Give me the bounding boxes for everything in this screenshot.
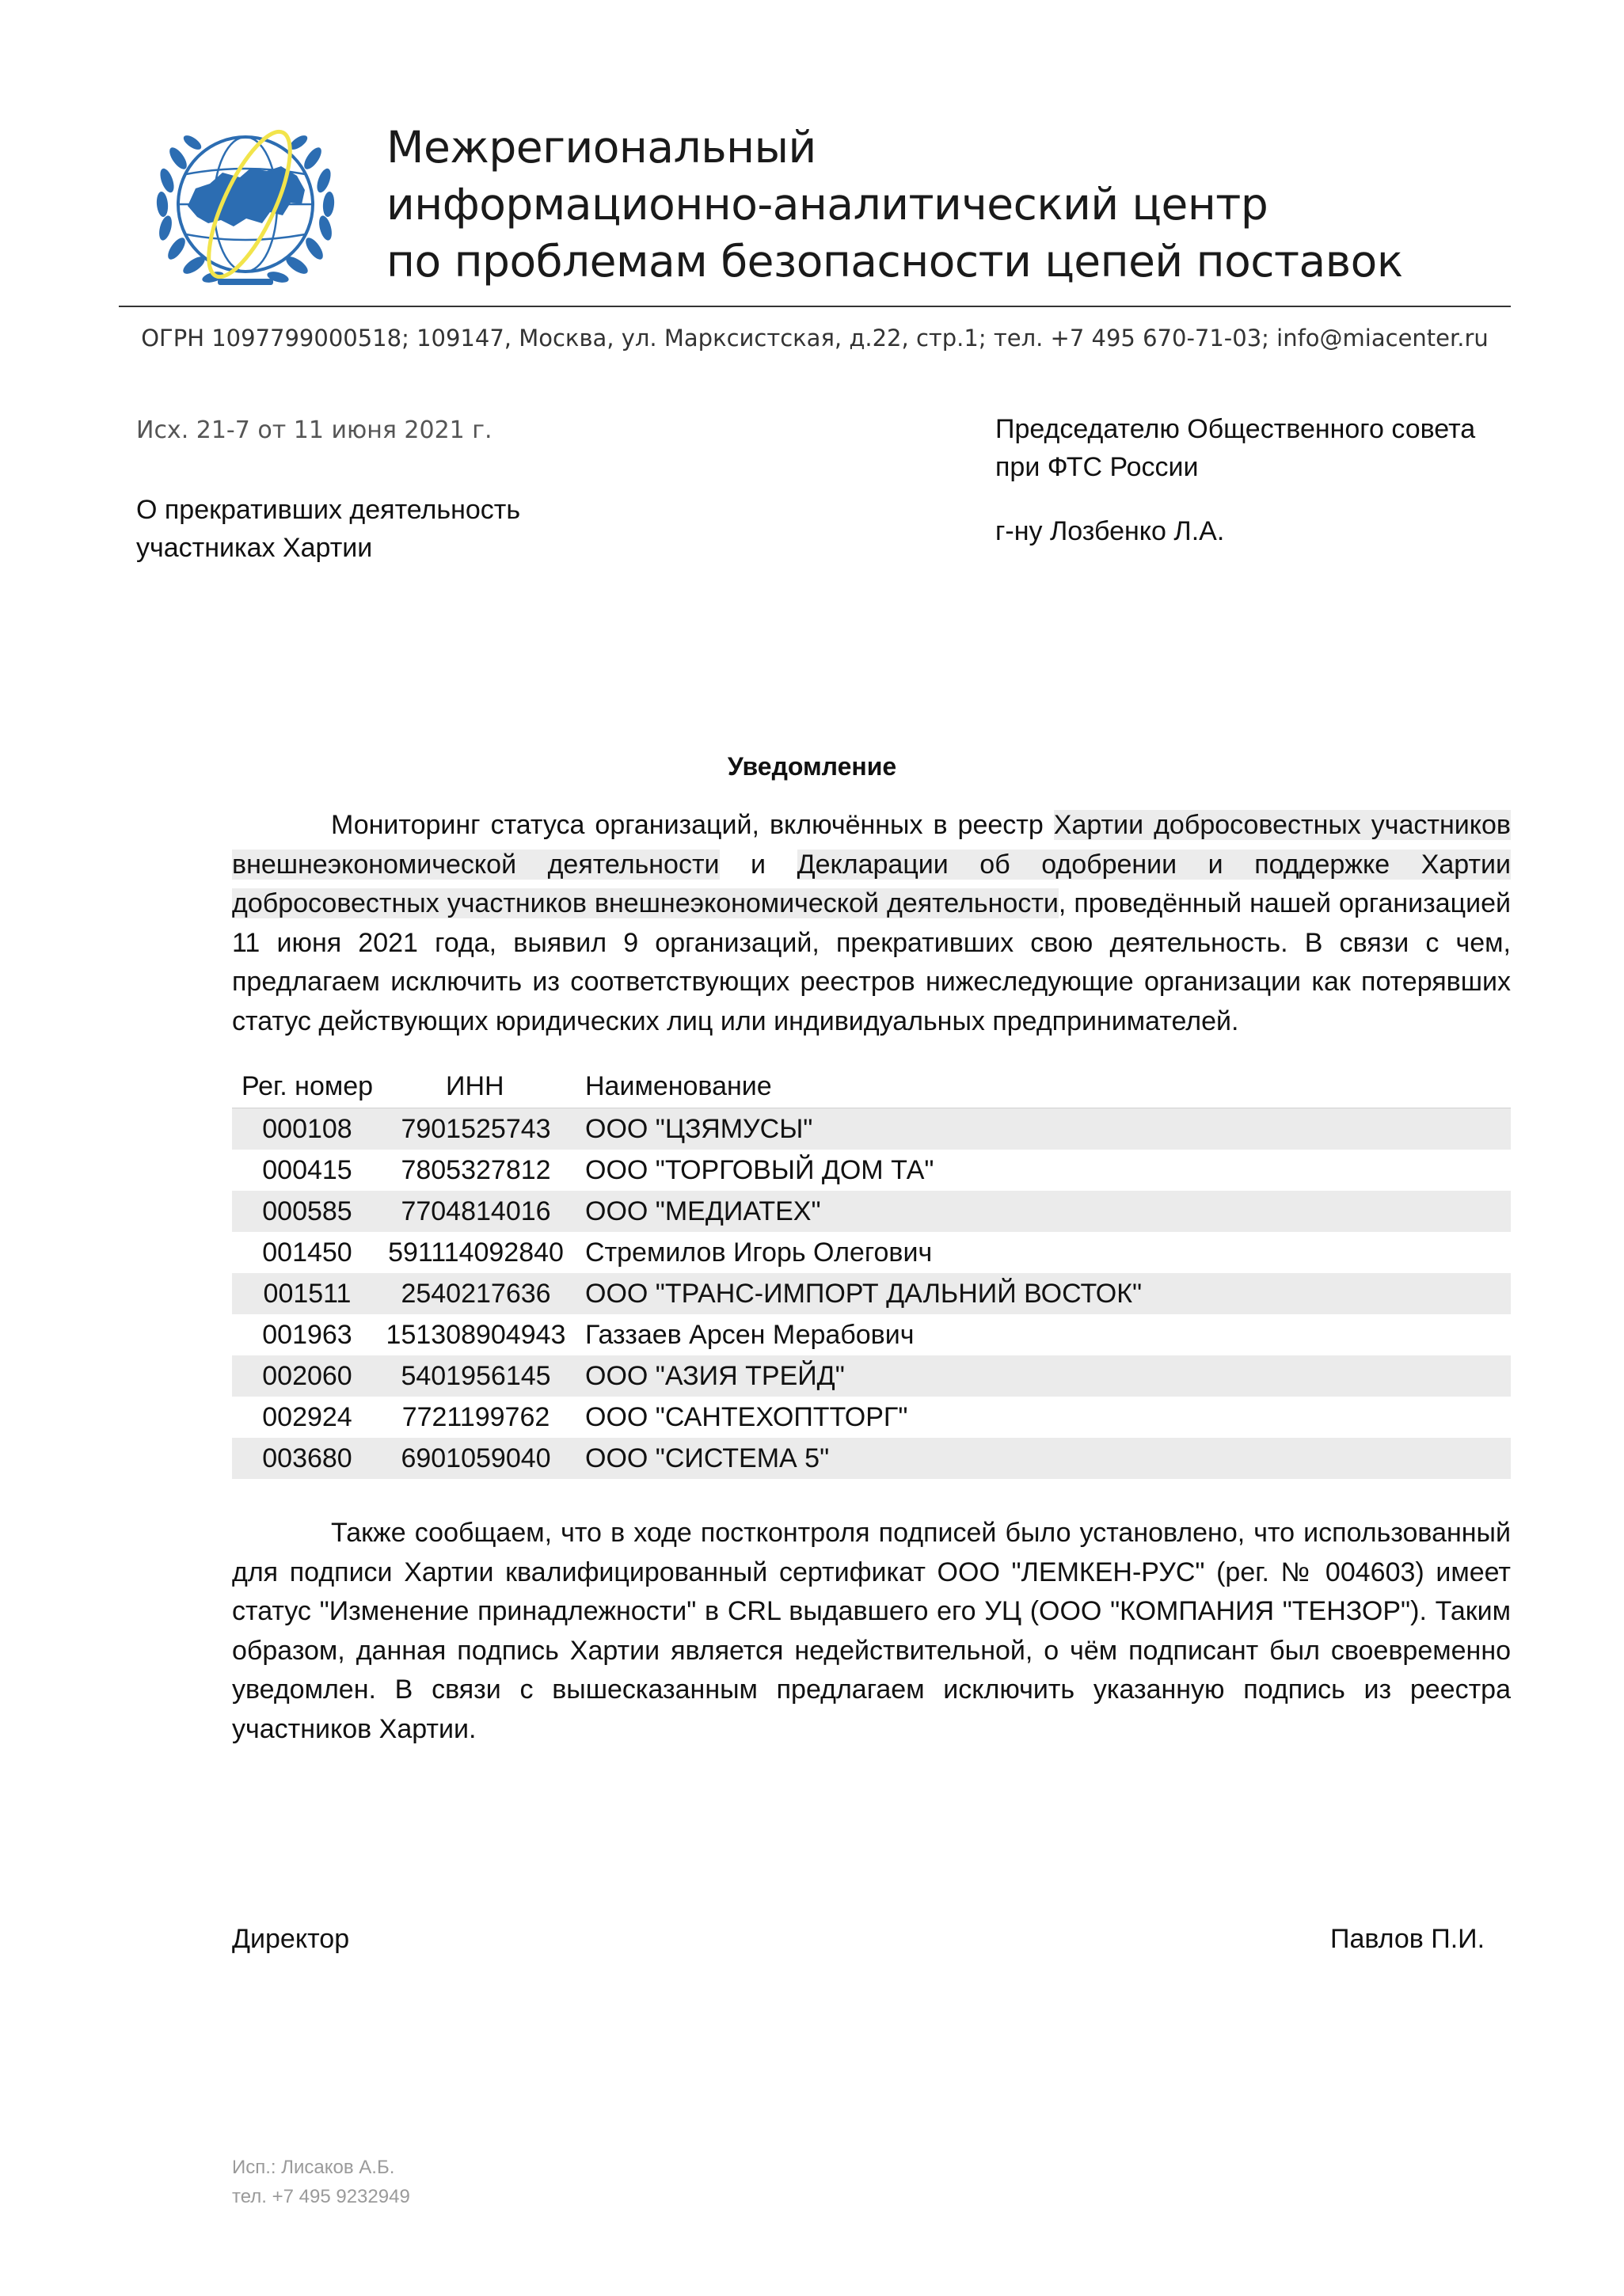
letter-subject-line-1: О прекративших деятельность	[136, 495, 521, 525]
executor-phone: тел. +7 495 9232949	[232, 2186, 410, 2207]
cell-inn: 7901525743	[401, 1113, 551, 1144]
table-row	[232, 1314, 1511, 1355]
cell-name: ООО "СИСТЕМА 5"	[585, 1443, 830, 1473]
paragraph-2-text: Также сообщаем, что в ходе постконтроля подписей было установлено, что использованный для подписи Хартии квалифицированный сертификат ООО "ЛЕМКЕН-РУС" (рег. № 004603) имеет статус "Изменение принадлежности" в CRL выдавшего его УЦ (ООО "КОМПАНИЯ "ТЕНЗОР"). Таким образом, данная подпись Хартии является недействительной, о чём подписант был своевременно уведомлен. В связи с вышесказанным предлагаем исключить указанную подпись из реестра участников Хартии.	[232, 1518, 1511, 1744]
cell-reg-number: 001511	[263, 1278, 352, 1309]
addressee-block	[995, 410, 1475, 486]
table-row	[232, 1355, 1511, 1397]
cell-reg-number: 000415	[262, 1154, 352, 1185]
outgoing-reference: Исх. 21-7 от 11 июня 2021 г.	[136, 416, 493, 444]
organization-name-line-2: информационно-аналитический центр	[386, 179, 1268, 230]
cell-reg-number: 002060	[262, 1360, 352, 1391]
signature-name: Павлов П.И.	[1330, 1924, 1485, 1954]
executor-name: Исп.: Лисаков А.Б.	[232, 2157, 395, 2178]
addressee-line-2: при ФТС России	[995, 452, 1199, 482]
paragraph-1-text-c: , проведённый нашей организацией 11 июня 2021 года, выявил 9 организаций, прекративших свою деятельность. В связи с чем, предлагаем исключить из соответствующих реестров нижеследующие организации как потерявших статус действующих юридических лиц или индивидуальных предпринимателей.	[232, 888, 1512, 1036]
table-row	[232, 1150, 1511, 1191]
globe-laurel-emblem-icon	[146, 111, 344, 293]
organizations-table	[232, 1065, 1511, 1479]
cell-reg-number: 003680	[262, 1443, 352, 1473]
charter-reference-highlight: Хартии добросовестных участников внешнеэкономической деятельности	[232, 810, 1511, 880]
table-row	[232, 1397, 1511, 1438]
table-row	[232, 1108, 1511, 1150]
signature-title: Директор	[232, 1924, 350, 1954]
notice-heading: Уведомление	[727, 752, 897, 781]
cell-inn: 5401956145	[401, 1360, 551, 1391]
column-header-name: Наименование	[585, 1070, 772, 1101]
table-header-row	[232, 1065, 1511, 1108]
letter-subject-line-2: участниках Хартии	[136, 533, 373, 563]
organization-name	[386, 119, 1403, 290]
cell-inn: 151308904943	[386, 1319, 566, 1350]
declaration-reference-highlight: Декларации об одобрении и поддержке Хартии добросовестных участников внешнеэкономической деятельности	[232, 849, 1512, 918]
organization-name-line-1: Межрегиональный	[386, 122, 816, 173]
cell-reg-number: 002924	[262, 1401, 352, 1432]
table-row	[232, 1273, 1511, 1314]
cell-reg-number: 000108	[262, 1113, 352, 1144]
cell-name: ООО "САНТЕХОПТТОРГ"	[585, 1401, 908, 1432]
table-row	[232, 1232, 1511, 1273]
cell-name: ООО "ТРАНС-ИМПОРТ ДАЛЬНИЙ ВОСТОК"	[585, 1278, 1143, 1309]
table-row	[232, 1191, 1511, 1232]
cell-inn: 7704814016	[401, 1196, 551, 1226]
cell-name: ООО "ТОРГОВЫЙ ДОМ ТА"	[585, 1154, 934, 1185]
cell-inn: 7805327812	[401, 1154, 551, 1185]
column-header-reg-number: Рег. номер	[241, 1070, 374, 1101]
cell-reg-number: 000585	[262, 1196, 352, 1226]
cell-name: ООО "АЗИЯ ТРЕЙД"	[585, 1360, 845, 1391]
body-paragraph-1	[232, 806, 1511, 1041]
cell-inn: 2540217636	[401, 1278, 551, 1309]
header-divider	[119, 306, 1511, 307]
cell-inn: 6901059040	[401, 1443, 551, 1473]
paragraph-1-text-b: и	[719, 849, 797, 880]
organization-name-line-3: по проблемам безопасности цепей поставок	[386, 236, 1403, 287]
column-header-inn: ИНН	[446, 1070, 504, 1101]
cell-name: Стремилов Игорь Олегович	[585, 1237, 933, 1268]
addressee-line-1: Председателю Общественного совета	[995, 414, 1476, 444]
organization-contacts: ОГРН 1097799000518; 109147, Москва, ул. Марксистская, д.22, стр.1; тел. +7 495 670-71-03; info@miacenter.ru	[141, 325, 1489, 352]
cell-reg-number: 001963	[262, 1319, 352, 1350]
paragraph-1-text-a: Мониторинг статуса организаций, включённых в реестр	[331, 810, 1054, 840]
body-paragraph-2	[232, 1514, 1511, 1749]
cell-inn: 591114092840	[388, 1237, 564, 1268]
letter-subject	[136, 491, 520, 567]
cell-name: ООО "ЦЗЯМУСЫ"	[585, 1113, 813, 1144]
cell-name: Газзаев Арсен Мерабович	[585, 1319, 915, 1350]
table-row	[232, 1438, 1511, 1479]
cell-name: ООО "МЕДИАТЕХ"	[585, 1196, 821, 1226]
cell-inn: 7721199762	[401, 1401, 550, 1432]
addressee-name: г-ну Лозбенко Л.А.	[995, 516, 1225, 546]
cell-reg-number: 001450	[262, 1237, 352, 1268]
organization-logo	[146, 111, 344, 293]
executor-footer	[232, 2153, 410, 2211]
